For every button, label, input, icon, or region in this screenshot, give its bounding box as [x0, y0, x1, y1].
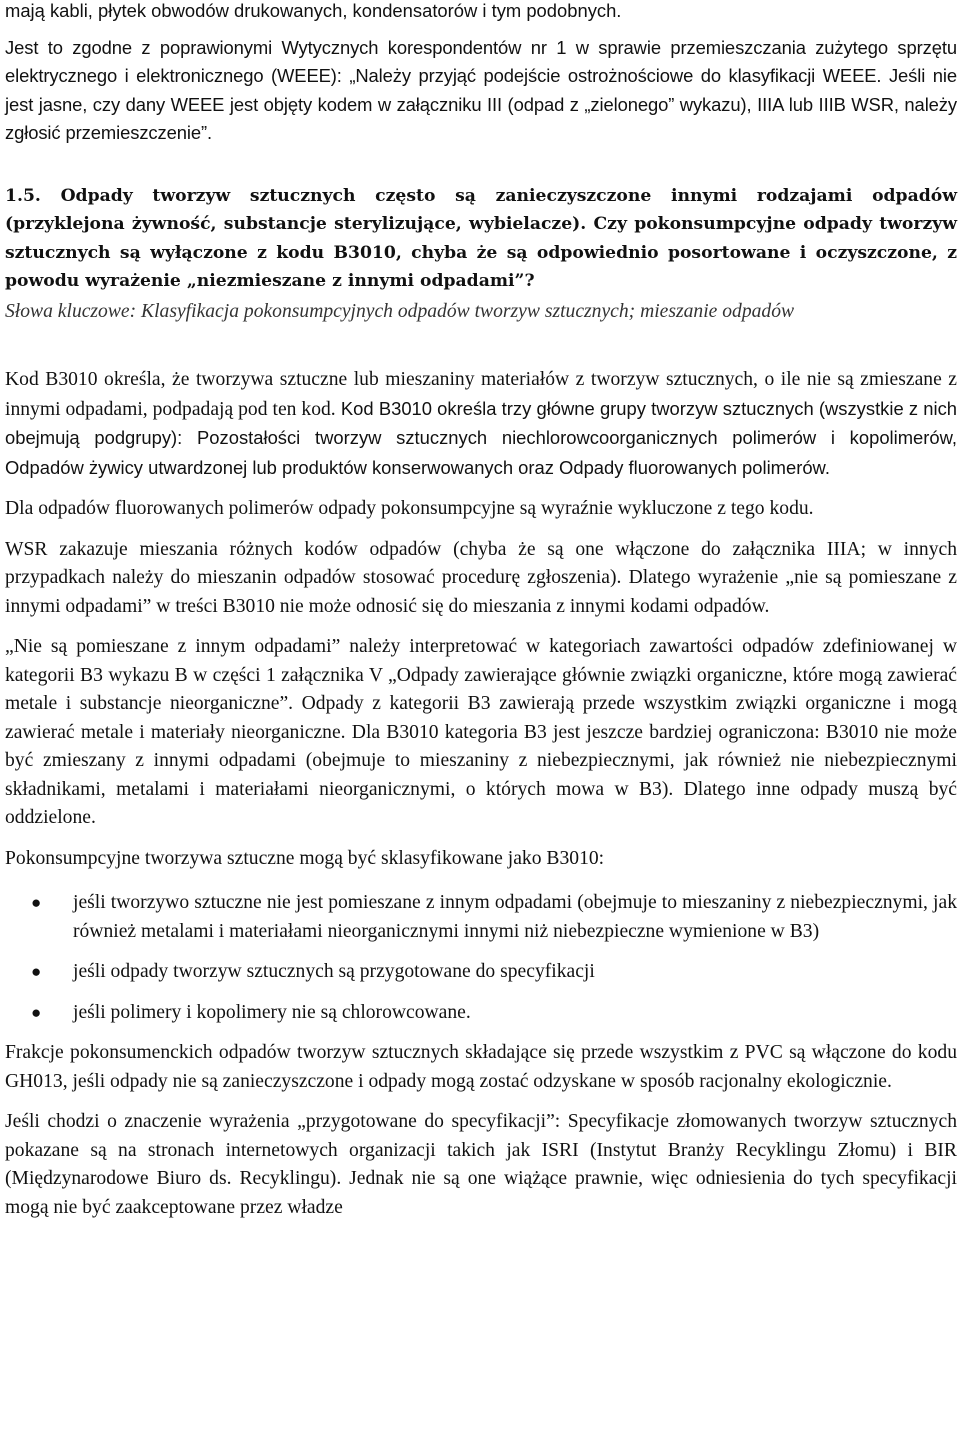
paragraph-specifications: Jeśli chodzi o znaczenie wyrażenia „przygotowane do specyfikacji”: Specyfikacje złomowanych tworzyw sztucznych pokazane są na stronach internetowych organizacji takich jak ISRI (Instytut Branży Recyklingu Złomu) i BIR (Międzynarodowe Biuro ds. Recyklingu). Jednak nie są one wiążące prawnie, więc odniesienia do tych specyfikacji mogą nie być zaakceptowane przez władze — [5, 1111, 957, 1218]
paragraph-pvc-fractions: Frakcje pokonsumenckich odpadów tworzyw sztucznych składające się przede wszystkim z PVC są włączone do kodu GH013, jeśli odpady nie są zanieczyszczone i odpady mogą zostać odzyskane w sposób racjonalny ekologicznie. — [5, 1042, 957, 1092]
paragraph-b3010-definition-b: Kod B3010 określa trzy główne grupy tworzyw sztucznych (wszystkie z nich obejmują podgrupy): Pozostałości tworzyw sztucznych niechlorowcoorganicznych polimerów i kopolimerów, Odpadów żywicy utwardzonej lub produktów konserwowanych oraz Odpady fluorowanych polimerów. — [5, 397, 958, 478]
spacer — [5, 833, 957, 845]
list-item — [5, 958, 957, 987]
paragraph-fluorinated: Dla odpadów fluorowanych polimerów odpady pokonsumpcyjne są wyraźnie wykluczone z tego kodu. — [5, 498, 814, 519]
paragraph-intro-tail: mają kabli, płytek obwodów drukowanych, kondensatorów i tym podobnych. — [5, 0, 622, 21]
spacer — [5, 873, 957, 889]
list-item-text: jeśli odpady tworzyw sztucznych są przygotowane do specyfikacji — [73, 961, 595, 982]
list-item-text: jeśli tworzywo sztuczne nie jest pomieszane z innym odpadami (obejmuje to mieszaniny z niebezpiecznymi, jak również metalami i materiałami nieorganicznymi innymi niż niebezpieczne wymienione w B3) — [73, 892, 957, 942]
spacer — [5, 621, 957, 633]
paragraph-b3010-definition — [5, 366, 957, 483]
bullet-icon: ● — [31, 1002, 42, 1022]
paragraph-wsr-mixing: WSR zakazuje mieszania różnych kodów odpadów (chyba że są one włączone do załącznika IIIA; w innych przypadkach należy do mieszanin odpadów stosować procedurę zgłoszenia). Dlatego wyrażenie „nie są pomieszane z innymi odpadami” w treści B3010 nie może odnosić się do mieszania z innymi kodami odpadów. — [5, 538, 957, 617]
conditions-list — [5, 889, 957, 1027]
bullet-icon: ● — [31, 962, 42, 981]
keywords-line: Słowa kluczowe: Klasyfikacja pokonsumpcyjnych odpadów tworzyw sztucznych; mieszanie odpadów — [5, 300, 795, 322]
spacer — [5, 148, 957, 182]
list-item-text: jeśli polimery i kopolimery nie są chlorowcowane. — [73, 1001, 471, 1023]
list-item — [5, 889, 957, 946]
paragraph-b3010-definition-a: Kod B3010 określa, że tworzywa sztuczne lub mieszaniny materiałów z tworzyw sztucznych, o ile nie są zmieszane z innymi odpadami, podpadają pod ten kod. — [5, 369, 957, 420]
list-item — [5, 999, 957, 1028]
spacer — [5, 326, 957, 366]
paragraph-classification-intro: Pokonsumpcyjne tworzywa sztuczne mogą być sklasyfikowane jako B3010: — [5, 847, 605, 869]
document-page — [5, 0, 957, 1222]
spacer — [5, 1096, 957, 1108]
spacer — [5, 483, 957, 495]
paragraph-b3-interpretation: „Nie są pomieszane z innym odpadami” należy interpretować w kategoriach zawartości odpadów zdefiniowanej w kategorii B3 wykazu B w części 1 załącznika V „Odpady zawierające głównie związki organiczne, które mogą zawierać metale i substancje nieorganiczne”. Odpady z kategorii B3 zawierają przede wszystkim związki organiczne i mogą zawierać metale i materiały nieorganiczne. Dla B3010 kategoria B3 jest jeszcze bardziej ograniczona: B3010 nie może być zmieszany z innymi odpadami (obejmuje to mieszaniny z niebezpiecznymi, jak również nie niebezpiecznymi składnikami, metalami i materiałami nieorganicznymi, o których mowa w B3). Dlatego inne odpady muszą być oddzielone. — [5, 636, 957, 828]
spacer — [5, 26, 957, 34]
bullet-icon: ● — [31, 893, 42, 912]
section-heading-1-5: 1.5. Odpady tworzyw sztucznych często są zanieczyszczone innymi rodzajami odpadów (przyklejona żywność, substancje sterylizujące, wybielacze). Czy pokonsumpcyjne odpady tworzyw sztucznych są wyłączone z kodu B3010, chyba że są odpowiednio posortowane i oczyszczone, z powodu wyrażenie „niezmieszane z innymi odpadami”? — [5, 185, 957, 291]
spacer — [5, 524, 957, 536]
paragraph-weee-guidelines: Jest to zgodne z poprawionymi Wytycznych korespondentów nr 1 w sprawie przemieszczania zużytego sprzętu elektrycznego i elektronicznego (WEEE): „Należy przyjąć podejście ostrożnościowe do klasyfikacji WEEE. Jeśli nie jest jasne, czy dany WEEE jest objęty kodem w załączniku III (odpad z „zielonego” wykazu), IIIA lub IIIB WSR, należy zgłosić przemieszczenie”. — [5, 36, 957, 143]
